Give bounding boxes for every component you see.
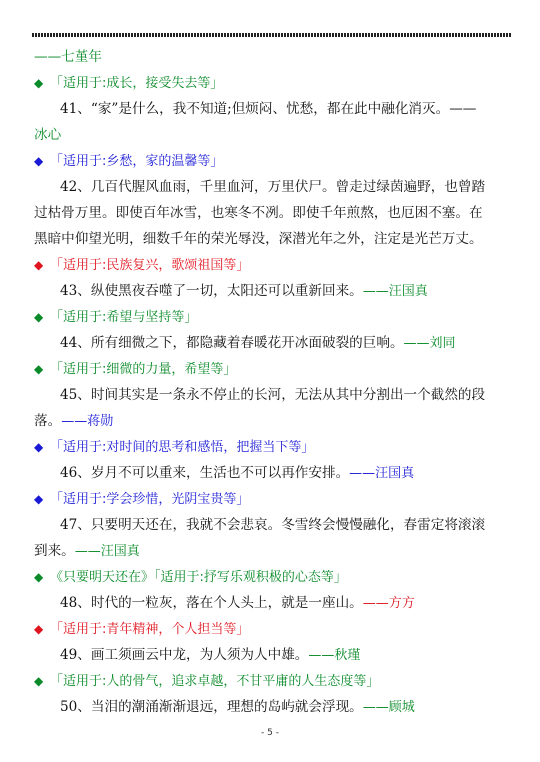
diamond-bullet-icon: ◆ [34,440,44,454]
quote-text: 43、纵使黑夜吞噬了一切，太阳还可以重新回来。 [60,283,363,299]
quote-line [34,382,512,408]
diamond-bullet-icon: ◆ [34,76,44,90]
applicability-tag: 「适用于:对时间的思考和感悟，把握当下等」 [50,440,315,455]
diamond-bullet-icon: ◆ [34,492,44,506]
quote-text: 41、“家”是什么，我不知道;但烦闷、忧愁，都在此中融化消灭。—— [60,101,477,117]
diamond-bullet-icon: ◆ [34,154,44,168]
author-attribution: ——方方 [362,596,415,611]
top-dotted-rule [32,33,512,37]
diamond-bullet-icon: ◆ [34,310,44,324]
applicability-tag: 「适用于:学会珍惜，光阴宝贵等」 [50,492,250,507]
applicability-tag: 「适用于:人的骨气，追求卓越，不甘平庸的人生态度等」 [50,674,380,689]
applicability-tag: 「适用于:青年精神，个人担当等」 [50,622,250,637]
quote-text: 47、只要明天还在，我就不会悲哀。冬雪终会慢慢融化，春雷定将滚滚 [60,517,486,533]
applicability-tag: 「适用于:成长，接受失去等」 [50,76,224,91]
author-attribution: ——秋瑾 [308,648,361,663]
quote-text: 42、几百代腥风血雨，千里血河，万里伏尸。曾走过绿茵遍野，也曾踏 [60,179,486,195]
quote-line [34,512,512,538]
document-body [34,44,512,720]
applicability-tag: 「适用于:乡愁，家的温馨等」 [50,154,224,169]
author-attribution: ——蒋勋 [61,414,114,429]
quote-continuation-line [34,538,512,564]
author-attribution: ——汪国真 [74,544,140,559]
author-attribution: ——刘同 [403,336,456,351]
quote-line [34,460,512,486]
applicability-tag-line [34,304,512,330]
quote-continuation-line [34,200,512,226]
quote-line [34,590,512,616]
quote-text: 46、岁月不可以重来，生活也不可以再作安排。 [60,465,350,481]
applicability-tag-line [34,616,512,642]
page-number: - 5 - [261,728,279,738]
diamond-bullet-icon: ◆ [34,362,44,376]
quote-text: 45、时间其实是一条永不停止的长河，无法从其中分割出一个截然的段 [60,387,486,403]
applicability-tag-line [34,70,512,96]
applicability-tag-line [34,564,512,590]
quote-text: 过枯骨万里。即使百年冰雪，也寒冬不冽。即使千年煎熬，也厄困不塞。在 [34,205,483,221]
quote-line [34,96,512,122]
quote-line [34,278,512,304]
applicability-tag-line [34,356,512,382]
applicability-tag: 「适用于:民族复兴，歌颂祖国等」 [50,258,250,273]
quote-text: 50、当泪的潮涌渐渐退远，理想的岛屿就会浮现。 [60,699,363,715]
diamond-bullet-icon: ◆ [34,570,44,584]
applicability-tag: 《只要明天还在》「适用于:抒写乐观积极的心态等」 [50,570,347,585]
quote-text: 落。 [34,413,62,429]
quote-text: 49、画工须画云中龙，为人须为人中雄。 [60,647,309,663]
quote-line [34,694,512,720]
quote-text: 冰心 [34,127,62,143]
applicability-tag-line [34,486,512,512]
applicability-tag-line [34,668,512,694]
applicability-tag-line [34,252,512,278]
quote-text: 到来。 [34,543,75,559]
applicability-tag-line [34,148,512,174]
author-attribution: ——七堇年 [34,49,102,65]
quote-continuation-line [34,226,512,252]
quote-line [34,330,512,356]
applicability-tag: 「适用于:细微的力量，希望等」 [50,362,237,377]
quote-continuation-line [34,122,512,148]
quote-line [34,174,512,200]
author-attribution: ——顾城 [362,700,415,715]
applicability-tag-line [34,434,512,460]
quote-continuation-line [34,408,512,434]
diamond-bullet-icon: ◆ [34,258,44,272]
diamond-bullet-icon: ◆ [34,622,44,636]
quote-text: 黑暗中仰望光明，细数千年的荣光辱没，深潜光年之外，注定是光芒万丈。 [34,231,483,247]
quote-line [34,642,512,668]
author-attribution: ——汪国真 [349,466,415,481]
applicability-tag: 「适用于:希望与坚持等」 [50,310,198,325]
quote-text: 48、时代的一粒灰，落在个人头上，就是一座山。 [60,595,363,611]
quote-text: 44、所有细微之下，都隐藏着春暖花开冰面破裂的巨响。 [60,335,404,351]
author-line [34,44,512,70]
diamond-bullet-icon: ◆ [34,674,44,688]
author-attribution: ——汪国真 [362,284,428,299]
